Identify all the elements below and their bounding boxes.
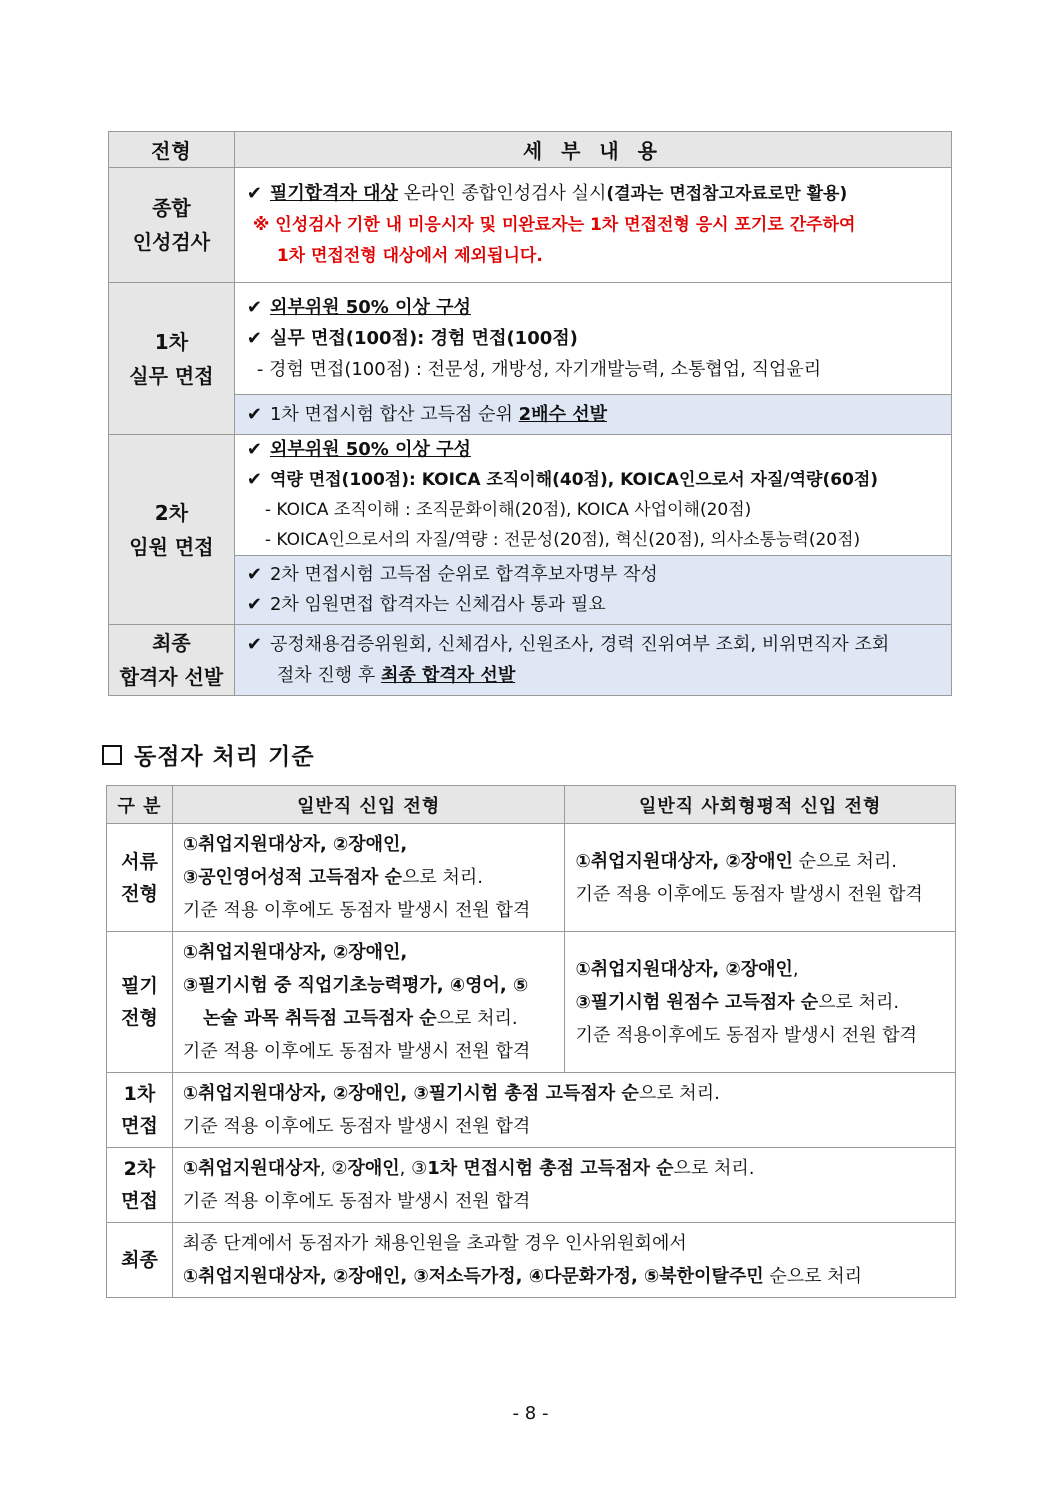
check-icon: ✔ <box>246 469 262 490</box>
stage-written: 필기 전형 <box>107 932 173 1073</box>
stage-second-interview: 2차 임원 면접 <box>109 435 235 625</box>
check-icon: ✔ <box>246 439 262 460</box>
check-icon: ✔ <box>246 594 262 615</box>
first-interview-selection: ✔ 1차 면접시험 합산 고득점 순위 2배수 선발 <box>234 395 951 435</box>
written-equity: ①취업지원대상자, ②장애인, ③필기시험 원점수 고득점자 순으로 처리. 기준 적용이후에도 동점자 발생시 전원 합격 <box>565 932 956 1073</box>
section-title: 동점자 처리 기준 <box>102 738 315 771</box>
personality-note: ※ 인성검사 기한 내 미응시자 및 미완료자는 1차 면접전형 응시 포기로 간주하여 <box>252 215 856 235</box>
header-detail: 세 부 내 용 <box>234 132 951 168</box>
header-category: 구 분 <box>107 786 173 824</box>
second-interview-detail: ✔ 외부위원 50% 이상 구성 ✔ 역량 면접(100점): KOICA 조직이해(40점), KOICA인으로서 자질/역량(60점) - KOICA 조직이해 : 조직문화이해(20점), KOICA 사업이해(20점) - KOICA인으로서의 자질/역량 : 전문성(20점), 혁신(20점), 의사소통능력(20점) <box>234 435 951 556</box>
header-equity: 일반직 사회형평적 신입 전형 <box>565 786 956 824</box>
check-icon: ✔ <box>246 328 262 349</box>
personality-detail <box>234 168 951 283</box>
header-general: 일반직 신입 전형 <box>172 786 565 824</box>
final-rule: 최종 단계에서 동점자가 채용인원을 초과할 경우 인사위원회에서 ①취업지원대상자, ②장애인, ③저소득가정, ④다문화가정, ⑤북한이탈주민 순으로 처리 <box>172 1223 955 1298</box>
stage-document: 서류 전형 <box>107 824 173 932</box>
document-general: ①취업지원대상자, ②장애인, ③공인영어성적 고득점자 순으로 처리. 기준 적용 이후에도 동점자 발생시 전원 합격 <box>172 824 565 932</box>
second-interview-result: ✔ 2차 면접시험 고득점 순위로 합격후보자명부 작성 ✔ 2차 임원면접 합격자는 신체검사 통과 필요 <box>234 556 951 625</box>
stage-final: 최종 합격자 선발 <box>109 625 235 696</box>
first-interview-detail: ✔ 외부위원 50% 이상 구성 ✔ 실무 면접(100점): 경험 면접(100점) - 경험 면접(100점) : 전문성, 개방성, 자기개발능력, 소통협업, 직업윤리 <box>234 283 951 395</box>
stage-personality: 종합 인성검사 <box>109 168 235 283</box>
document-equity: ①취업지원대상자, ②장애인 순으로 처리. 기준 적용 이후에도 동점자 발생시 전원 합격 <box>565 824 956 932</box>
tie-breaker-table <box>106 785 956 1298</box>
check-icon: ✔ <box>246 564 262 585</box>
stage-first-interview: 1차 실무 면접 <box>109 283 235 435</box>
final-detail: ✔ 공정채용검증위원회, 신체검사, 신원조사, 경력 진위여부 조회, 비위면직자 조회 절차 진행 후 최종 합격자 선발 <box>234 625 951 696</box>
stage-first: 1차 면접 <box>107 1073 173 1148</box>
personality-line1: ✔ 필기합격자 대상 온라인 종합인성검사 실시(결과는 면접참고자료로만 활용) <box>246 183 848 204</box>
check-icon: ✔ <box>246 634 262 655</box>
personality-note-cont: 1차 면접전형 대상에서 제외됩니다. <box>276 246 543 266</box>
checkbox-square-icon <box>102 745 122 765</box>
second-rule: ①취업지원대상자, ②장애인, ③1차 면접시험 총점 고득점자 순으로 처리. 기준 적용 이후에도 동점자 발생시 전원 합격 <box>172 1148 955 1223</box>
written-general: ①취업지원대상자, ②장애인, ③필기시험 중 직업기초능력평가, ④영어, ⑤ 논술 과목 취득점 고득점자 순으로 처리. 기준 적용 이후에도 동점자 발생시 전원 합격 <box>172 932 565 1073</box>
header-stage: 전형 <box>109 132 235 168</box>
stage-final-tie: 최종 <box>107 1223 173 1298</box>
page-number: - 8 - <box>512 1403 549 1424</box>
stage-second: 2차 면접 <box>107 1148 173 1223</box>
check-icon: ✔ <box>246 404 262 425</box>
selection-process-table <box>108 131 952 696</box>
check-icon: ✔ <box>246 297 262 318</box>
check-icon: ✔ <box>246 183 262 204</box>
first-rule: ①취업지원대상자, ②장애인, ③필기시험 총점 고득점자 순으로 처리. 기준 적용 이후에도 동점자 발생시 전원 합격 <box>172 1073 955 1148</box>
